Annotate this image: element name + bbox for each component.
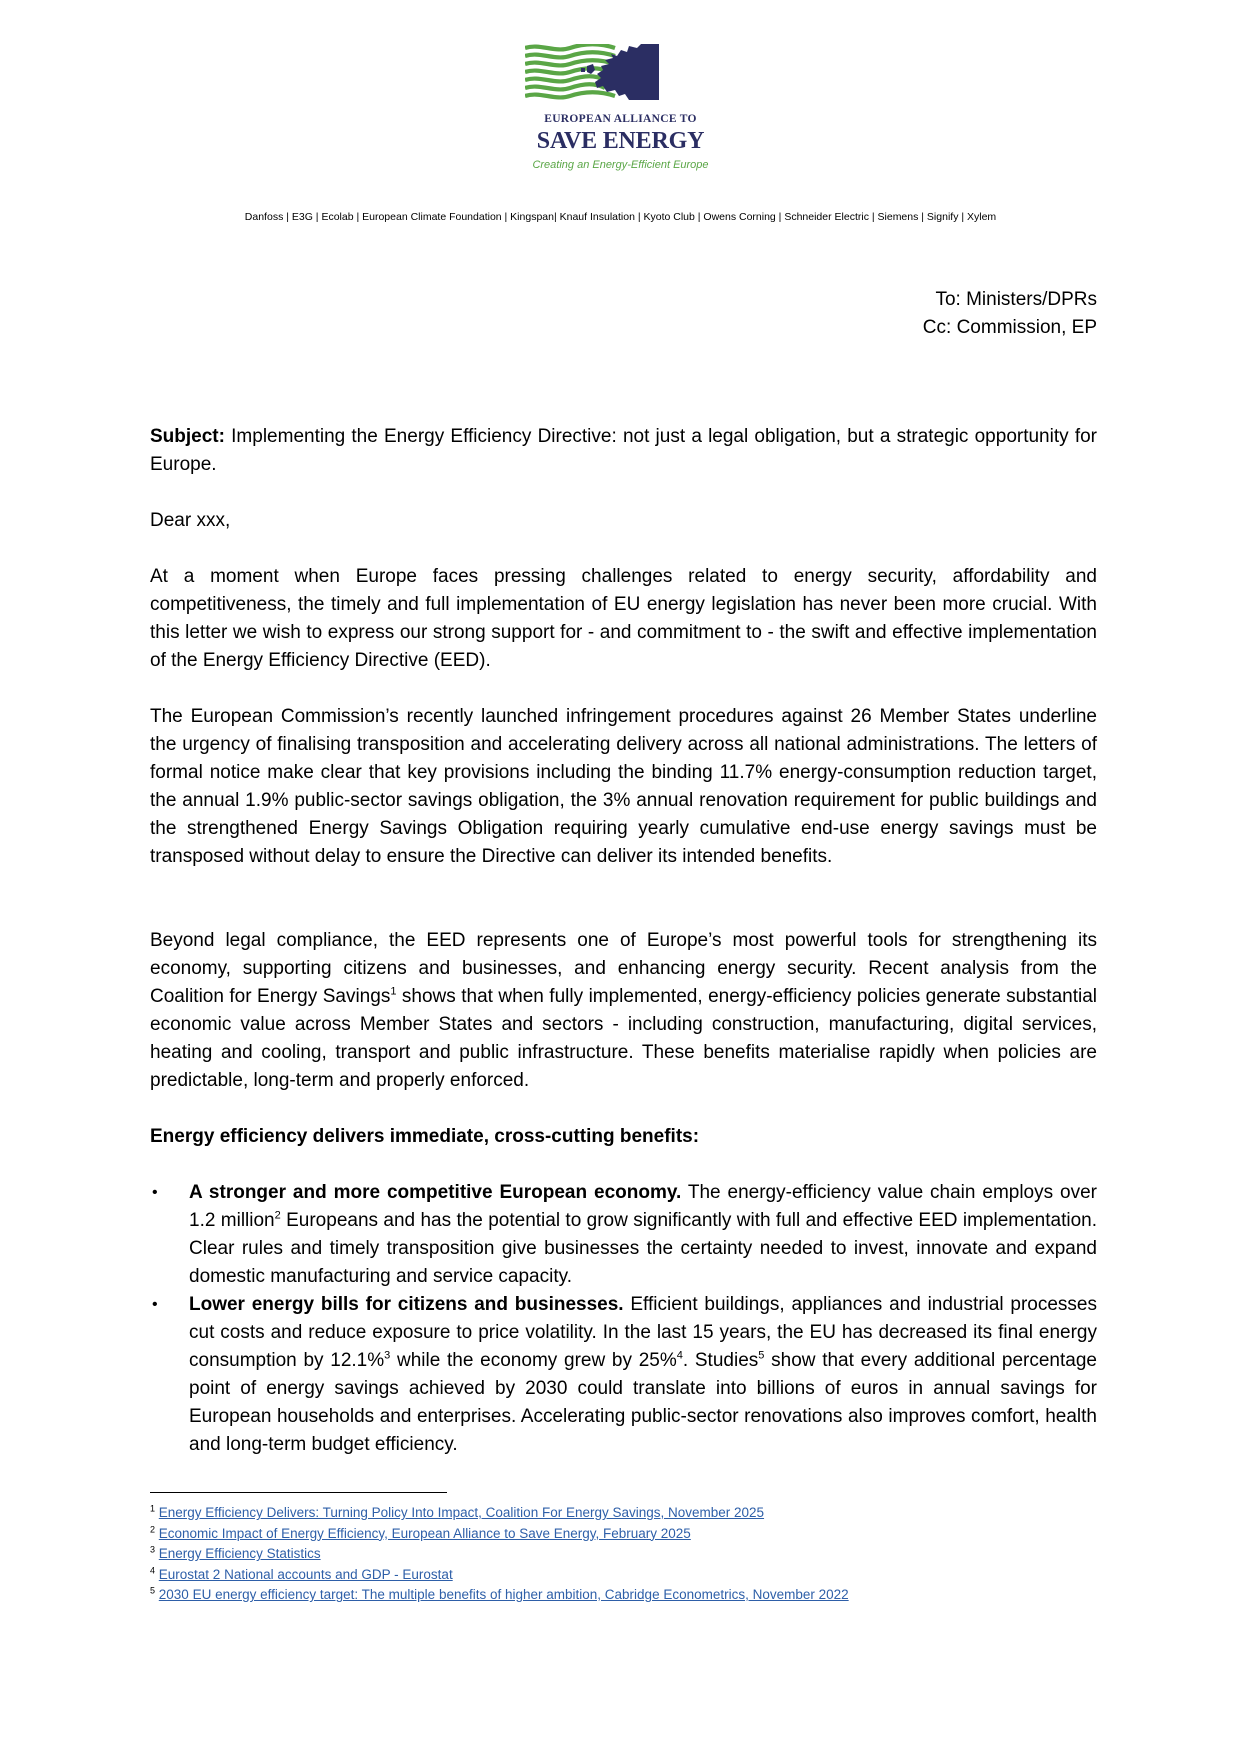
footnote-separator — [150, 1492, 447, 1493]
footnotes — [150, 1503, 849, 1606]
salutation: Dear xxx, — [150, 510, 231, 531]
bullet-icon: • — [152, 1184, 158, 1201]
footnote-link-2[interactable]: Economic Impact of Energy Efficiency, European Alliance to Save Energy, February 2025 — [158, 1525, 691, 1541]
org-name-line1: EUROPEAN ALLIANCE TO — [544, 113, 697, 125]
paragraph-beyond-compliance: Beyond legal compliance, the EED represents one of Europe’s most powerful tools for strengthening its economy, supporting citizens and businesses, and enhancing energy security. Recent analysis from the Coalition for Energy Savings$^1$ shows that when fully implemented, energy-efficiency policies generate substantial economic value across Member States and sectors - including construction, manufacturing, digital services, heating and cooling, transport and public infrastructure. These benefits materialise rapidly when policies are predictable, long-term and properly enforced. — [150, 930, 1097, 1091]
benefits-list — [150, 1179, 1097, 1459]
subject-line — [150, 423, 1097, 479]
footnote-ref-4[interactable]: 4 — [676, 1349, 683, 1362]
subject-label: Subject: — [150, 426, 225, 447]
footnote-link-1[interactable]: Energy Efficiency Delivers: Turning Policy Into Impact, Coalition For Energy Savings, November 2025 — [158, 1505, 765, 1520]
to-line: To: Ministers/DPRs — [935, 289, 1097, 310]
footnote-ref-3[interactable]: 3 — [384, 1349, 391, 1362]
org-tagline: Creating an Energy-Efficient Europe — [532, 159, 709, 171]
bullet-icon: • — [152, 1296, 158, 1313]
bullet-title: A stronger and more competitive European economy. — [189, 1182, 682, 1203]
subject-text: Implementing the Energy Efficiency Directive: not just a legal obligation, but a strategic opportunity for Europe. — [150, 426, 1097, 475]
footnote-link-3[interactable]: Energy Efficiency Statistics — [158, 1546, 321, 1561]
org-name-line2: SAVE ENERGY — [536, 128, 705, 154]
benefits-heading: Energy efficiency delivers immediate, cross-cutting benefits: — [150, 1126, 700, 1147]
paragraph-intro: At a moment when Europe faces pressing challenges related to energy security, affordability and competitiveness, the timely and full implementation of EU energy legislation has never been more crucial. With this letter we wish to express our strong support for - and commitment to - the swift and effective implementation of the Energy Efficiency Directive (EED). — [150, 566, 1097, 671]
cc-line: Cc: Commission, EP — [922, 317, 1097, 338]
footnote-ref-5[interactable]: 5 — [758, 1349, 765, 1362]
footnote-2: $^2$ Economic Impact of Energy Efficiency, European Alliance to Save Energy, February 2025 — [150, 1524, 691, 1541]
footnote-link-5[interactable]: 2030 EU energy efficiency target: The multiple benefits of higher ambition, Cabridge Econometrics, November 2022 — [158, 1587, 849, 1602]
footnote-1: $^1$ Energy Efficiency Delivers: Turning Policy Into Impact, Coalition For Energy Savings, November 2025 — [150, 1503, 765, 1520]
recipients-block — [923, 286, 1097, 342]
footnote-4: $^4$ Eurostat 2 National accounts and GDP - Eurostat — [150, 1565, 453, 1582]
footnote-ref-2[interactable]: 2 — [274, 1209, 281, 1222]
footnote-ref-1[interactable]: 1 — [390, 985, 397, 998]
list-item: • Lower energy bills for citizens and businesses. Efficient buildings, appliances and industrial processes cut costs and reduce exposure to price volatility. In the last 15 years, the EU has decreased its final energy consumption by 12.1%$^3$ while the economy grew by 25%$^4$. Studies$^5$ show that every additional percentage point of energy savings achieved by 2030 could translate into billions of euros in annual savings for European households and enterprises. Accelerating public-sector renovations also improves comfort, health and long-term budget efficiency. — [150, 1291, 1097, 1459]
paragraph-infringement: The European Commission’s recently launched infringement procedures against 26 Member States underline the urgency of finalising transposition and accelerating delivery across all national administrations. The letters of formal notice make clear that key provisions including the binding 11.7% energy-consumption reduction target, the annual 1.9% public-sector savings obligation, the 3% annual renovation requirement for public buildings and the strengthened Energy Savings Obligation requiring yearly cumulative end-use energy savings must be transposed without delay to ensure the Directive can deliver its intended benefits. — [150, 706, 1097, 867]
footnote-3: $^3$ Energy Efficiency Statistics — [150, 1544, 321, 1561]
footnote-5: $^5$ 2030 EU energy efficiency target: The multiple benefits of higher ambition, Cabridge Econometrics, November 2022 — [150, 1585, 849, 1602]
list-item: • A stronger and more competitive European economy. The energy-efficiency value chain employs over 1.2 million$^2$ Europeans and has the potential to grow significantly with full and effective EED implementation. Clear rules and timely transposition give businesses the certainty needed to invest, innovate and expand domestic manufacturing and service capacity. — [150, 1179, 1097, 1291]
member-list: Danfoss | E3G | Ecolab | European Climate Foundation | Kingspan| Knauf Insulation | Kyoto Club | Owens Corning | Schneider Electric | Siemens | Signify | Xylem — [244, 211, 997, 223]
footnote-link-4[interactable]: Eurostat 2 National accounts and GDP - Eurostat — [158, 1566, 453, 1582]
bullet-title: Lower energy bills for citizens and businesses. — [189, 1294, 624, 1315]
europe-map-logo-icon — [525, 44, 659, 100]
